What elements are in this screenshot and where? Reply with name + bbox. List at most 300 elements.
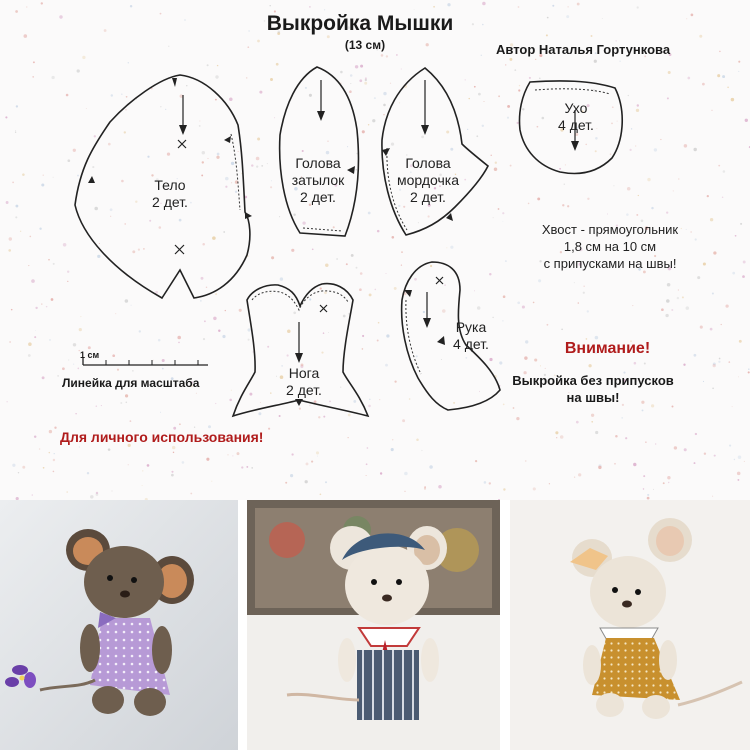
paper-speck [190,493,192,495]
paper-speck [67,281,68,282]
paper-speck [7,401,8,402]
paper-speck [287,354,289,356]
ear-name: Ухо [564,100,588,116]
paper-speck [238,151,239,152]
paper-speck [39,228,41,230]
paper-speck [362,335,364,337]
paper-speck [320,493,322,495]
paper-speck [418,222,419,223]
paper-speck [469,98,470,99]
paper-speck [147,464,150,467]
paper-speck [11,309,13,311]
paper-speck [719,358,721,360]
paper-speck [216,156,219,159]
paper-speck [51,298,54,301]
scale-ruler [83,358,208,365]
paper-speck [368,405,371,408]
paper-speck [723,170,726,173]
paper-speck [525,460,527,462]
paper-speck [374,289,376,291]
paper-speck [476,135,478,137]
ruler-caption: Линейка для масштаба [62,376,200,390]
paper-speck [484,481,487,484]
paper-speck [158,339,161,342]
paper-speck [12,464,15,467]
leg-piece-label [272,365,336,399]
paper-speck [207,64,209,66]
paper-speck [77,368,79,370]
paper-speck [229,98,233,102]
sailor-mouse-illustration [247,500,500,750]
paper-speck [732,272,735,275]
paper-speck [518,89,520,91]
paper-speck [378,322,380,324]
head-face-piece-outline [382,68,488,235]
paper-speck [644,363,646,365]
paper-speck [87,472,89,474]
paper-speck [591,414,594,417]
paper-speck [309,298,311,300]
paper-speck [92,166,94,168]
paper-speck [401,264,402,265]
paper-speck [626,213,629,216]
body-seam-line [231,134,240,210]
paper-speck [712,292,714,294]
paper-speck [346,263,348,265]
paper-speck [655,443,656,444]
paper-speck [203,338,205,340]
paper-speck [28,342,32,346]
paper-speck [714,455,716,457]
paper-speck [35,307,37,309]
paper-speck [748,371,750,373]
paper-speck [8,249,11,252]
paper-speck [738,71,739,72]
paper-speck [26,6,27,7]
paper-speck [101,405,102,406]
paper-speck [256,165,258,167]
paper-speck [627,187,631,191]
paper-speck [302,150,304,152]
paper-speck [274,117,275,118]
paper-speck [29,236,31,238]
paper-speck [32,76,34,78]
paper-speck [343,315,346,318]
paper-speck [595,137,598,140]
paper-speck [528,203,530,205]
paper-speck [518,6,520,8]
leg-cross-mark [320,305,327,312]
paper-speck [328,332,329,333]
paper-speck [200,300,201,301]
paper-speck [285,482,287,484]
paper-speck [269,5,270,6]
tail-note-line-3: с припусками на швы! [543,256,677,271]
head-back-piece-outline [280,67,359,236]
paper-speck [28,354,31,357]
paper-speck [673,190,674,191]
paper-speck [43,467,45,469]
paper-speck [124,131,126,133]
paper-speck [41,303,42,304]
paper-speck [90,495,93,498]
paper-speck [611,123,613,125]
paper-speck [636,214,638,216]
paper-speck [450,246,453,249]
paper-speck [562,204,564,206]
paper-speck [268,428,270,430]
paper-speck [684,448,687,451]
paper-speck [28,265,29,266]
paper-speck [368,124,369,125]
paper-speck [617,121,618,122]
paper-speck [356,169,358,171]
paper-speck [348,437,349,438]
paper-speck [380,472,382,474]
paper-speck [632,305,633,306]
paper-speck [229,399,232,402]
paper-speck [128,464,129,465]
arm-seam [406,300,421,374]
paper-speck [495,162,497,164]
paper-speck [241,466,243,468]
paper-speck [326,151,329,154]
paper-speck [737,472,741,476]
paper-speck [231,390,232,391]
paper-speck [178,342,180,344]
paper-speck [505,260,507,262]
paper-speck [67,159,70,162]
paper-speck [737,479,739,481]
paper-speck [336,258,338,260]
paper-speck [654,148,657,151]
paper-speck [529,77,531,79]
paper-speck [478,93,481,96]
paper-speck [453,402,455,404]
paper-speck [261,165,263,167]
paper-speck [22,173,25,176]
paper-speck [643,475,645,477]
paper-speck [402,419,405,422]
paper-speck [41,2,43,4]
head-back-count: 2 дет. [300,189,336,205]
paper-speck [75,413,76,414]
body-cross-mark [175,245,184,254]
paper-speck [177,336,181,340]
paper-speck [318,416,320,418]
paper-speck [729,445,731,447]
paper-speck [15,216,17,218]
paper-speck [126,402,128,404]
paper-speck [631,128,632,129]
paper-speck [519,85,520,86]
paper-speck [31,279,35,283]
paper-speck [549,483,550,484]
paper-speck [377,340,379,342]
paper-speck [404,491,405,492]
paper-speck [728,361,730,363]
paper-speck [514,69,516,71]
paper-speck [678,290,679,291]
paper-speck [12,182,14,184]
warning-line-1: Выкройка без припусков [512,373,674,388]
paper-speck [502,212,504,214]
paper-speck [311,461,313,463]
paper-speck [246,77,248,79]
paper-speck [353,400,356,403]
paper-speck [49,339,50,340]
paper-speck [79,328,82,331]
paper-speck [217,153,220,156]
paper-speck [722,197,724,199]
paper-speck [139,330,141,332]
arm-name: Рука [455,319,487,335]
paper-speck [142,470,143,471]
paper-speck [416,439,419,442]
paper-speck [377,230,380,233]
paper-speck [96,493,99,496]
paper-speck [350,74,353,77]
paper-speck [667,476,670,479]
paper-speck [66,491,68,493]
paper-speck [186,85,187,86]
paper-speck [299,408,301,410]
arm-arrow-head [423,318,431,328]
paper-speck [719,51,721,53]
paper-speck [666,299,670,303]
paper-speck [615,435,618,438]
paper-speck [587,198,589,200]
paper-speck [744,461,745,462]
paper-speck [252,351,253,352]
tail-note-line-2: 1,8 см на 10 см [563,239,657,254]
paper-speck [231,182,232,183]
paper-speck [446,130,449,133]
paper-speck [625,437,627,439]
paper-speck [39,448,41,450]
paper-speck [306,462,309,465]
paper-speck [594,60,597,63]
paper-speck [364,82,367,85]
paper-speck [259,91,262,94]
paper-speck [651,207,653,209]
paper-speck [474,291,475,292]
paper-speck [722,75,725,78]
paper-speck [595,150,597,152]
paper-speck [493,217,494,218]
paper-speck [481,55,482,56]
paper-speck [687,77,690,80]
paper-speck [99,243,100,244]
paper-speck [467,129,468,130]
paper-speck [396,54,397,55]
paper-speck [489,482,491,484]
paper-speck [34,336,36,338]
paper-speck [383,104,386,107]
paper-speck [489,358,492,361]
paper-speck [218,329,220,331]
paper-speck [401,69,402,70]
paper-speck [635,145,636,146]
paper-speck [347,146,348,147]
paper-speck [537,126,539,128]
paper-speck [540,365,541,366]
head-face-piece-label [388,155,468,206]
paper-speck [172,446,175,449]
paper-speck [201,174,203,176]
leg-count: 2 дет. [286,382,322,398]
paper-speck [537,197,540,200]
paper-speck [660,139,661,140]
paper-speck [362,130,365,133]
body-notch [172,78,177,87]
paper-speck [167,152,170,155]
paper-speck [279,415,281,417]
paper-speck [33,61,35,63]
paper-speck [42,376,45,379]
paper-speck [96,405,97,406]
paper-speck [348,414,351,417]
paper-speck [637,104,639,106]
paper-speck [291,249,294,252]
paper-speck [465,79,466,80]
paper-speck [633,463,636,466]
paper-speck [612,106,614,108]
paper-speck [88,346,91,349]
paper-speck [305,87,307,89]
paper-speck [738,376,739,377]
ear-seam [535,89,610,94]
paper-speck [305,480,308,483]
paper-speck [111,490,112,491]
paper-speck [416,355,418,357]
head-back-name-2: затылок [291,172,345,188]
head-back-seam [303,228,342,231]
paper-speck [444,284,446,286]
paper-speck [565,164,566,165]
paper-speck [260,402,261,403]
paper-speck [149,220,151,222]
pattern-title: Выкройка Мышки [266,12,454,35]
photo-sailor-mouse [247,500,500,750]
paper-speck [522,305,525,308]
paper-speck [53,471,55,473]
paper-speck [610,153,612,155]
paper-speck [237,452,240,455]
paper-speck [257,40,260,43]
paper-speck [703,381,704,382]
paper-speck [20,231,21,232]
paper-speck [258,412,261,415]
paper-speck [124,223,125,224]
paper-speck [153,360,154,361]
paper-speck [367,447,369,449]
paper-speck [62,367,65,370]
paper-speck [539,77,541,79]
paper-speck [694,462,696,464]
paper-speck [638,195,639,196]
paper-speck [710,328,713,331]
mustard-mouse-illustration [510,500,750,750]
paper-speck [57,375,59,377]
paper-speck [15,132,16,133]
body-count: 2 дет. [152,194,188,210]
paper-speck [249,393,252,396]
paper-speck [718,165,720,167]
paper-speck [324,9,325,10]
paper-speck [222,335,225,338]
paper-speck [49,452,50,453]
paper-speck [695,433,697,435]
warning-heading: Внимание! [564,340,651,357]
paper-speck [585,144,587,146]
paper-speck [111,94,113,96]
paper-speck [246,466,248,468]
paper-speck [742,275,745,278]
paper-speck [404,472,408,476]
paper-speck [421,450,422,451]
paper-speck [574,282,575,283]
paper-speck [588,364,591,367]
paper-speck [694,354,697,357]
warning-line-2: на швы! [566,390,620,405]
paper-speck [227,454,228,455]
paper-speck [309,405,310,406]
paper-speck [704,453,706,455]
paper-speck [479,391,480,392]
paper-speck [251,164,253,166]
paper-speck [199,125,201,127]
paper-speck [280,277,283,280]
leg-notch [295,399,303,406]
paper-speck [394,380,396,382]
paper-speck [80,316,81,317]
paper-speck [492,317,493,318]
paper-speck [215,403,216,404]
paper-speck [291,453,293,455]
paper-speck [381,54,384,57]
paper-speck [215,75,218,78]
paper-speck [629,149,631,151]
brown-mouse-illustration [0,500,238,750]
paper-speck [385,364,388,367]
paper-speck [312,248,314,250]
paper-speck [374,97,376,99]
paper-speck [53,177,54,178]
paper-speck [576,421,579,424]
paper-speck [77,69,80,72]
ear-piece-label [548,100,604,134]
paper-speck [713,364,716,367]
paper-speck [725,304,728,307]
paper-speck [211,481,212,482]
head-face-arrow-head [421,125,429,135]
paper-speck [179,423,181,425]
personal-use-note: Для личного использования! [60,429,264,445]
arm-piece-label [440,319,502,353]
paper-speck [213,317,216,320]
paper-speck [350,83,351,84]
paper-speck [302,221,305,224]
paper-speck [409,398,411,400]
paper-speck [125,394,128,397]
paper-speck [477,306,481,310]
paper-speck [130,5,132,7]
paper-speck [674,446,677,449]
paper-speck [270,78,273,81]
paper-speck [22,466,25,469]
paper-speck [126,96,128,98]
